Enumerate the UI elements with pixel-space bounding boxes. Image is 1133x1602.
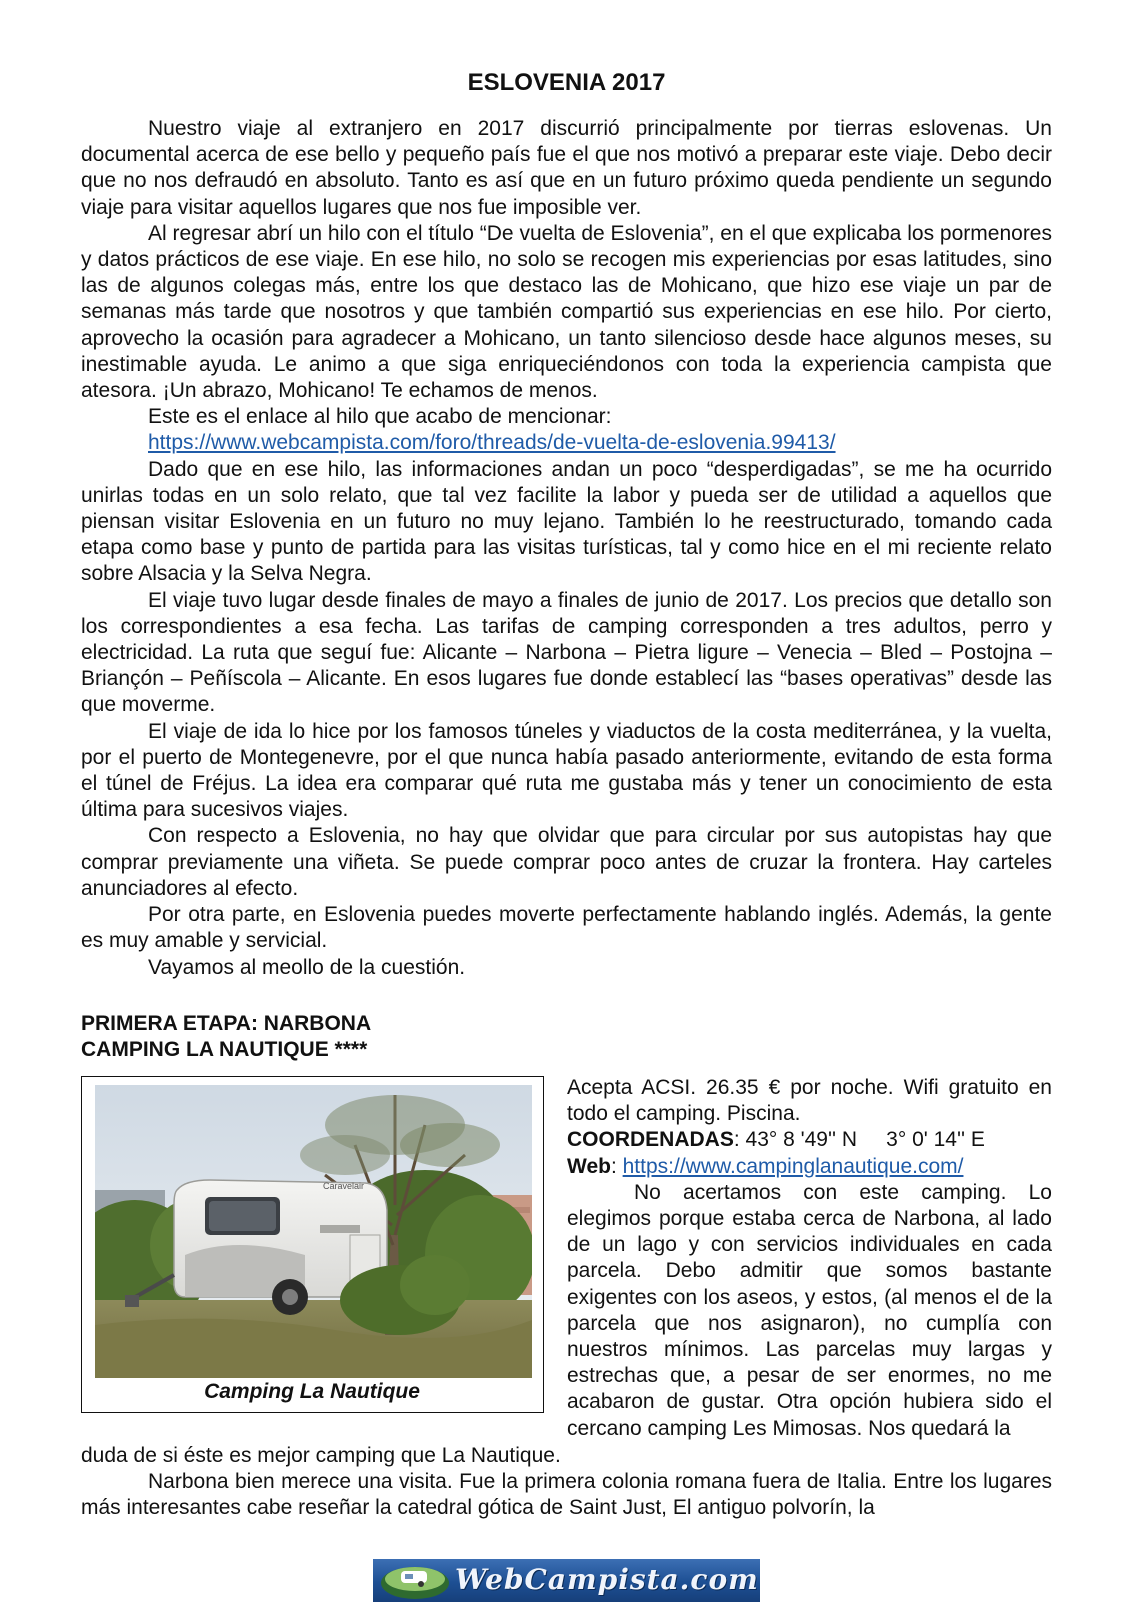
paragraph: El viaje tuvo lugar desde finales de mayo a finales de junio de 2017. Los precios que detallo son los correspondientes a esa fecha. Las tarifas de camping corresponden a tres adultos, perro y electricidad. La ruta que seguí fue: Alicante – Narbona – Pietra ligure – Venecia – Bled – Postojna – Briançón – Peñíscola – Alicante. En esos lugares fue donde establecí las “bases operativas” desde las que moverme. [81,588,1052,717]
camping-photo [95,1085,532,1378]
paragraph: El viaje de ida lo hice por los famosos túneles y viaductos de la costa mediterránea, y la vuelta, por el puerto de Montegenevre, por el que nunca había pasado anteriormente, evitando de esta forma el túnel de Fréjus. La idea era comparar qué ruta me gustaba más y tener un conocimiento de esta última para sucesivos viajes. [81,719,1052,822]
document-title: ESLOVENIA 2017 [467,69,666,96]
coordinates-value: : 43° 8 '49'' N 3° 0' 14'' E [733,1128,985,1152]
logo-emblem-icon [377,1559,457,1602]
camping-figure [81,1076,544,1413]
paragraph: Al regresar abrí un hilo con el título “De vuelta de Eslovenia”, en el que explicaba los pormenores y datos prácticos de ese viaje. En ese hilo, no solo se recogen mis experiencias por esas latitudes, sino las de algunos colegas más, entre los que destaco las de Mohicano, que hizo ese viaje un par de semanas más tarde que nosotros y que también compartió sus experiencias en ese hilo. Por cierto, aprovecho la ocasión para agradecer a Mohicano, un tanto silencioso desde hace algunos meses, su inestimable ayuda. Le animo a que siga enriqueciéndonos con toda la experiencia campista que atesora. ¡Un abrazo, Mohicano! Te echamos de menos. [81,221,1052,403]
camping-review: No acertamos con este camping. Lo elegimos porque estaba cerca de Narbona, al lado de un lago y con servicios individuales en cada parcela. Debo admitir que somos bastante exigentes con los aseos, y estos, (al menos el de la parcela que nos asignaron), no cumplía con nuestros mínimos. Las parcelas muy largas y estrechas que, a pesar de ser enormes, no me acabaron de gustar. Otra opción hubiera sido el cercano camping Les Mimosas. Nos quedará la [567,1180,1052,1440]
camping-website-link[interactable]: https://www.campinglanautique.com/ [622,1154,964,1178]
continued-text [81,1443,1052,1522]
figure-caption: Camping La Nautique [204,1380,420,1403]
camping-heading: CAMPING LA NAUTIQUE **** [81,1038,368,1061]
web-line [567,1154,1052,1180]
intro-text [81,116,1052,981]
paragraph: Este es el enlace al hilo que acabo de mencionar: [148,405,612,429]
web-label: Web [567,1154,611,1178]
coordinates-line [567,1127,1052,1153]
thread-link[interactable]: https://www.webcampista.com/foro/threads/de-vuelta-de-eslovenia.99413/ [148,431,836,455]
section-heading [81,1011,371,1063]
camping-info: Acepta ACSI. 26.35 € por noche. Wifi gratuito en todo el camping. Piscina. [567,1076,1052,1126]
narbona-paragraph: Narbona bien merece una visita. Fue la primera colonia romana fuera de Italia. Entre los lugares más interesantes cabe reseñar la catedral gótica de Saint Just, El antiguo polvorín, la [81,1470,1052,1520]
web-separator: : [610,1154,623,1178]
paragraph: Nuestro viaje al extranjero en 2017 discurrió principalmente por tierras eslovenas. Un documental acerca de ese bello y pequeño país fue el que nos motivó a preparar este viaje. Debo decir que no nos defraudó en absoluto. Tanto es así que en un futuro próximo queda pendiente un segundo viaje para visitar aquellos lugares que nos fue imposible ver. [81,117,1052,219]
caravan-photo-illustration [95,1085,532,1378]
paragraph: Dado que en ese hilo, las informaciones andan un poco “desperdigadas”, se me ha ocurrido unirlas todas en un solo relato, que tal vez facilite la labor y pueda ser de utilidad a aquellos que piensan visitar Eslovenia en un futuro no muy lejano. También lo he reestructurado, tomando cada etapa como base y punto de partida para las visitas turísticas, tal y como hice en el mi reciente relato sobre Alsacia y la Selva Negra. [81,457,1052,586]
trailer-brand-badge: Caravelair [323,1181,365,1191]
stage-heading: PRIMERA ETAPA: NARBONA [81,1012,372,1035]
paragraph: Con respecto a Eslovenia, no hay que olvidar que para circular por sus autopistas hay que comprar previamente una viñeta. Se puede comprar poco antes de cruzar la frontera. Hay carteles anunciadores al efecto. [81,824,1052,900]
camping-review-continued: duda de si éste es mejor camping que La Nautique. [81,1444,561,1467]
coordinates-label: COORDENADAS [567,1128,734,1152]
logo-wordmark: WebCampista.com [455,1563,759,1596]
paragraph: Vayamos al meollo de la cuestión. [148,955,466,979]
thread-link-line [81,430,1052,456]
paragraph: Por otra parte, en Eslovenia puedes moverte perfectamente hablando inglés. Además, la gente es muy amable y servicial. [81,903,1052,953]
camping-details [567,1075,1052,1442]
webcampista-logo [373,1559,760,1602]
